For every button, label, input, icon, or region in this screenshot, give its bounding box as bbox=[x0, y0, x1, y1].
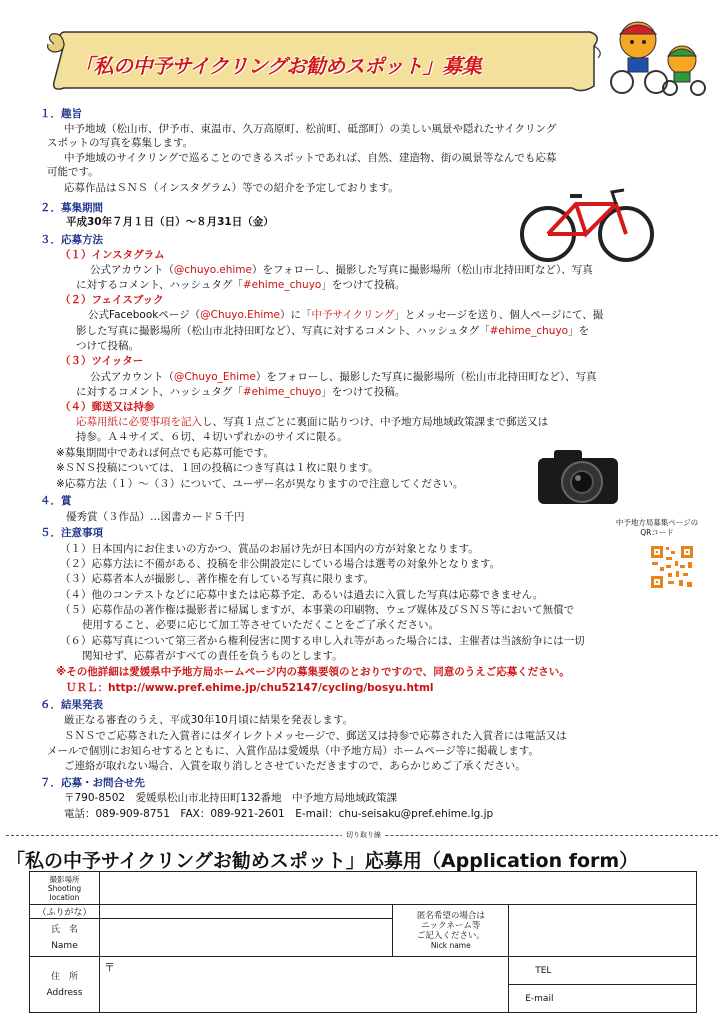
caution-item: （３）応募者本人が撮影し、著作権を有している写真に限ります。 bbox=[60, 573, 375, 585]
section-1-heading: １．趣旨 bbox=[40, 108, 82, 120]
facebook-line-3: つけて投稿。 bbox=[76, 340, 139, 352]
page-title: 「私の中予サイクリングお勧めスポット」募集 bbox=[74, 54, 482, 78]
caution-item: 使用すること、必要に応じて加工等させていただくことをご了承ください。 bbox=[82, 619, 439, 631]
cut-line: 切り取り線 bbox=[6, 830, 718, 840]
contact-details: 電話：089-909-8751 FAX：089-921-2601 E-mail：chu-seisaku@pref.ehime.lg.jp bbox=[64, 808, 494, 820]
caution-item: （５）応募作品の著作権は撮影者に帰属しますが、本事業の印刷物、ウェブ媒体及びＳＮＳ等において無償で bbox=[60, 604, 575, 616]
address-label: 住 所 Address bbox=[30, 957, 100, 1013]
twitter-label: （３）ツイッター bbox=[60, 355, 144, 367]
prize-text: 優秀賞（３作品）…図書カード５千円 bbox=[66, 511, 245, 523]
tel-field[interactable]: TEL bbox=[509, 957, 697, 985]
section-7-heading: ７．応募・お問合せ先 bbox=[40, 777, 145, 789]
instagram-line-1: 公式アカウント（@chuyo.ehime）をフォローし、撮影した写真に撮影場所（松山市北持田町など）、写真 bbox=[90, 264, 593, 276]
shooting-location-label: 撮影場所 Shooting location bbox=[30, 872, 100, 905]
note-line: ※ＳＮＳ投稿については、１回の投稿につき写真は１枚に限ります。 bbox=[56, 462, 379, 474]
caution-item: （６）応募写真について第三者から権利侵害に関する申し入れ等があった場合には、主催者は当該紛争には一切 bbox=[60, 635, 585, 647]
text-line: 可能です。 bbox=[47, 166, 99, 178]
camera-image bbox=[534, 442, 622, 508]
postal-mark: 〒 bbox=[103, 961, 115, 974]
text-line: ＳＮＳでご応募された入賞者にはダイレクトメッセージで、郵送又は持参で応募された入賞者には電話又は bbox=[64, 730, 567, 742]
text-line: 中予地域（松山市、伊予市、東温市、久万高原町、松前町、砥部町）の美しい風景や隠れたサイクリング bbox=[64, 123, 557, 135]
title-banner bbox=[42, 30, 602, 96]
qr-caption: 中予地方局募集ページの QRコード bbox=[615, 518, 699, 537]
instagram-line-2: に対するコメント、ハッシュタグ「#ehime_chuyo」をつけて投稿。 bbox=[76, 279, 406, 291]
text-line: 応募作品はＳＮＳ（インスタグラム）等での紹介を予定しております。 bbox=[64, 182, 399, 194]
note-line: ※応募方法（１）～（３）について、ユーザー名が異なりますので注意してください。 bbox=[56, 478, 464, 490]
note-line: ※募集期間中であれば何点でも応募可能です。 bbox=[56, 447, 274, 459]
text-line: 厳正なる審査のうえ、平成30年10月頃に結果を発表します。 bbox=[64, 714, 354, 726]
name-field[interactable] bbox=[99, 919, 392, 957]
caution-item: 関知せず、応募者がすべての責任を負うものとします。 bbox=[82, 650, 343, 662]
name-label: 氏 名 Name bbox=[30, 919, 100, 957]
section-5-heading: ５．注意事項 bbox=[40, 527, 103, 539]
period-text: 平成30年７月１日（日）～８月31日（金） bbox=[66, 216, 274, 228]
application-form bbox=[29, 871, 697, 1013]
qr-code-image[interactable] bbox=[650, 545, 694, 589]
facebook-line-1: 公式Facebookページ（@Chuyo.Ehime）に「中予サイクリング」とメッセージを送り、個人ページにて、撮 bbox=[88, 309, 604, 321]
caution-item: （１）日本国内にお住まいの方かつ、賞品のお届け先が日本国内の方が対象となります。 bbox=[60, 543, 479, 555]
shooting-location-field[interactable] bbox=[99, 872, 696, 905]
furigana-label: （ふりがな） bbox=[30, 905, 100, 919]
road-bicycle-image bbox=[516, 184, 658, 266]
form-title: 「私の中予サイクリングお勧めスポット」応募用（Application form） bbox=[6, 850, 639, 872]
twitter-line-1: 公式アカウント（@Chuyo_Ehime）をフォローし、撮影した写真に撮影場所（松山市北持田町など）、写真 bbox=[90, 371, 597, 383]
contact-address: 〒790-8502 愛媛県松山市北持田町132番地 中予地方局地域政策課 bbox=[64, 792, 398, 804]
section-4-heading: ４．賞 bbox=[40, 495, 72, 507]
mail-line-2: 持参。Ａ４サイズ、６切、４切いずれかのサイズに限る。 bbox=[76, 431, 348, 443]
facebook-label: （２）フェイスブック bbox=[60, 294, 164, 306]
text-line: ご連絡が取れない場合、入賞を取り消しとさせていただきますので、あらかじめご了承ください。 bbox=[64, 760, 526, 772]
details-url-link[interactable]: ＵＲＬ：http://www.pref.ehime.jp/chu52147/cycling/bosyu.html bbox=[66, 682, 434, 694]
details-notice: ※その他詳細は愛媛県中予地方局ホームページ内の募集要領のとおりですので、同意のうえご応募ください。 bbox=[56, 666, 570, 678]
instagram-label: （１）インスタグラム bbox=[60, 249, 165, 261]
section-3-heading: ３．応募方法 bbox=[40, 234, 103, 246]
text-line: スポットの写真を募集します。 bbox=[47, 137, 194, 149]
address-field[interactable] bbox=[99, 957, 508, 1013]
furigana-field[interactable] bbox=[99, 905, 392, 919]
nickname-label: 匿名希望の場合は ニックネーム等 ご記入ください。 Nick name bbox=[393, 905, 509, 957]
section-6-heading: ６．結果発表 bbox=[40, 699, 103, 711]
mascot-cyclists-illustration bbox=[600, 14, 716, 96]
facebook-line-2: 影した写真に撮影場所（松山市北持田町など）、写真に対するコメント、ハッシュタグ「#ehime_chuyo」を bbox=[76, 325, 590, 337]
caution-item: （２）応募方法に不備がある、投稿を非公開設定にしている場合は選考の対象外となります。 bbox=[60, 558, 501, 570]
text-line: 中予地域のサイクリングで巡ることのできるスポットであれば、自然、建造物、街の風景等なんでも応募 bbox=[64, 152, 557, 164]
mail-label: （４）郵送又は持参 bbox=[60, 401, 155, 413]
caution-item: （４）他のコンテストなどに応募中または応募予定、あるいは過去に入賞した写真は応募できません。 bbox=[60, 589, 544, 601]
email-field[interactable]: E-mail bbox=[509, 985, 697, 1013]
section-2-heading: ２．募集期間 bbox=[40, 202, 103, 214]
twitter-line-2: に対するコメント、ハッシュタグ「#ehime_chuyo」をつけて投稿。 bbox=[76, 386, 406, 398]
nickname-field[interactable] bbox=[509, 905, 697, 957]
mail-line-1: 応募用紙に必要事項を記入し、写真１点ごとに裏面に貼りつけ、中予地方局地域政策課まで郵送又は bbox=[76, 416, 549, 428]
text-line: メールで個別にお知らせするとともに、入賞作品は愛媛県（中予地方局）ホームページ等に掲載します。 bbox=[47, 745, 539, 757]
